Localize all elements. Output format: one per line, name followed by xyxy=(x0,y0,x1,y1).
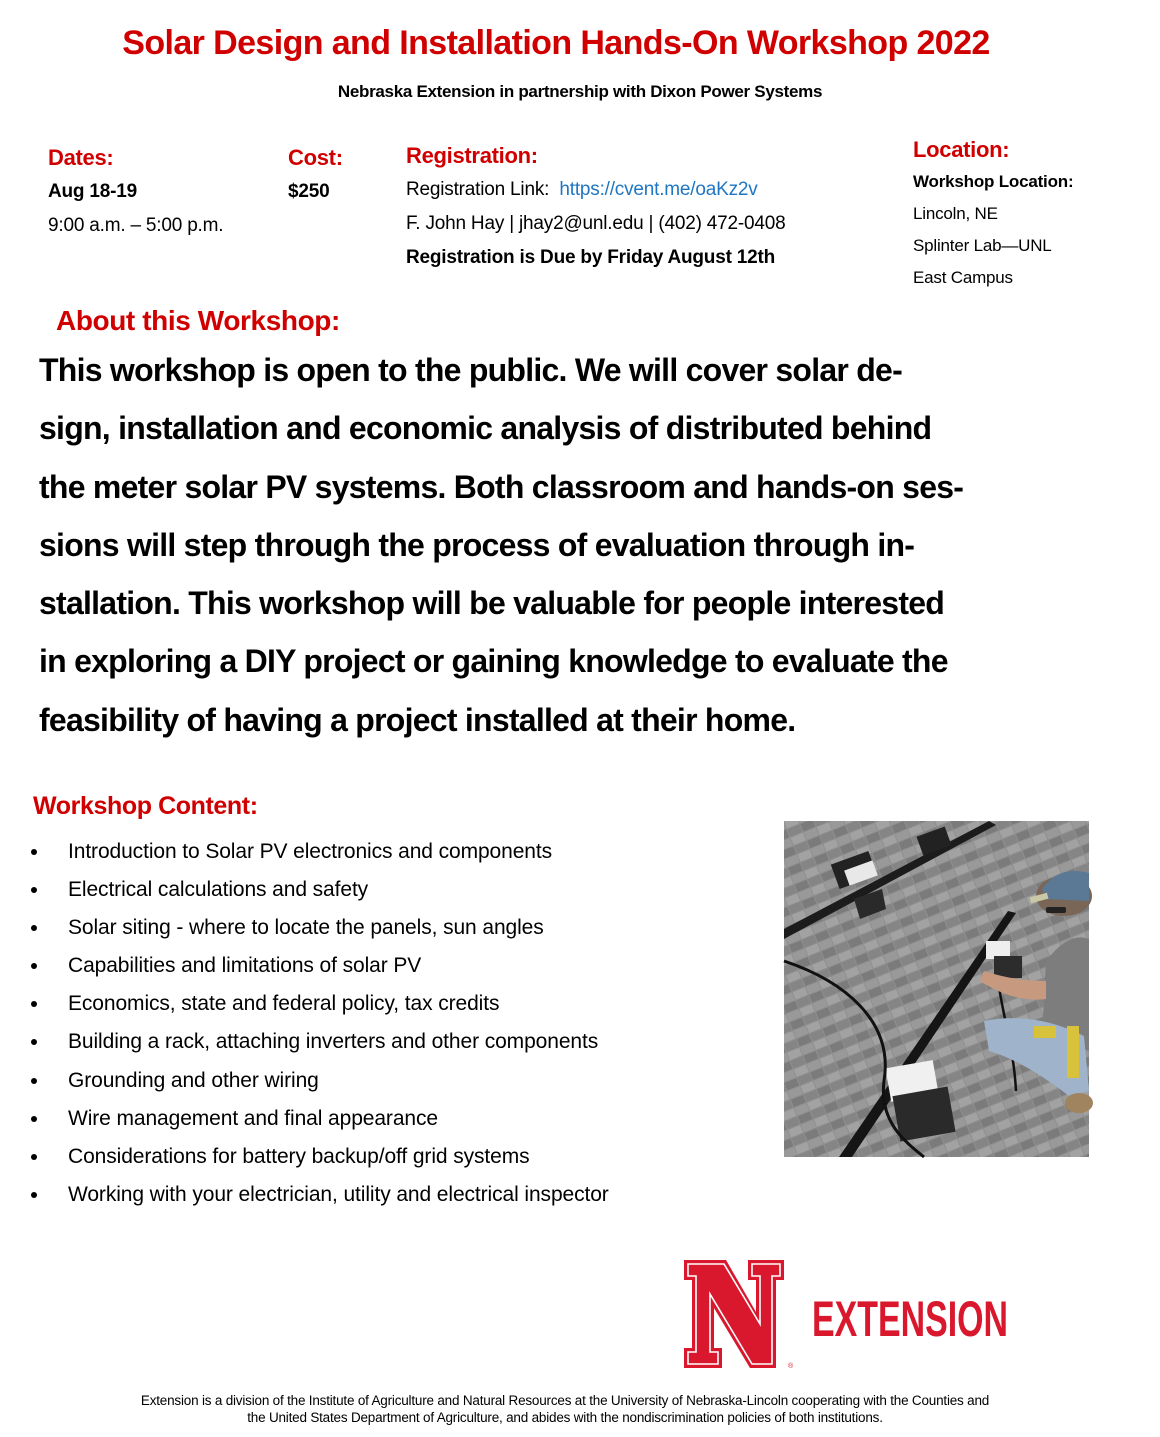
list-item xyxy=(0,985,609,1023)
bullet-icon xyxy=(31,849,37,855)
registered-mark: ® xyxy=(788,1363,794,1370)
footer-line: Extension is a division of the Institute of Agriculture and Natural Resources at the University of Nebraska-Lincoln cooperating with the Counties and xyxy=(140,1393,990,1408)
cost-section xyxy=(288,143,343,209)
registration-section xyxy=(406,141,786,275)
page-subtitle: Nebraska Extension in partnership with Dixon Power Systems xyxy=(337,82,823,101)
dates-days: Aug 18-19 xyxy=(48,181,138,202)
bullet-icon xyxy=(31,963,37,969)
about-line: sions will step through the process of evaluation through in- xyxy=(39,526,915,563)
list-item-text: Capabilities and limitations of solar PV xyxy=(68,954,422,978)
list-item xyxy=(0,871,609,909)
bullet-icon xyxy=(31,925,37,931)
bullet-icon xyxy=(31,1039,37,1045)
about-line: feasibility of having a project installed at their home. xyxy=(39,701,796,738)
location-label: Location: xyxy=(913,137,1010,162)
list-item xyxy=(0,1176,609,1214)
list-item xyxy=(0,947,609,985)
location-sub-label: Workshop Location: xyxy=(913,172,1074,191)
registration-link-row xyxy=(406,173,786,207)
footer-line: the United States Department of Agriculture, and abides with the nondiscrimination policies of both institutions. xyxy=(247,1410,883,1425)
list-item-text: Introduction to Solar PV electronics and components xyxy=(68,840,553,863)
list-item xyxy=(0,1023,609,1061)
about-line: sign, installation and economic analysis of distributed behind xyxy=(39,410,932,447)
about-heading: About this Workshop: xyxy=(56,305,340,336)
logo-wordmark: EXTENSION xyxy=(812,1291,1008,1347)
list-item-text: Grounding and other wiring xyxy=(68,1068,319,1092)
bullet-icon xyxy=(31,1001,37,1007)
registration-label: Registration: xyxy=(406,143,538,168)
list-item-text: Electrical calculations and safety xyxy=(68,878,369,902)
dates-hours: 9:00 a.m. – 5:00 p.m. xyxy=(48,215,224,236)
about-paragraph xyxy=(39,341,1109,749)
roof-installation-photo xyxy=(784,821,1089,1157)
bullet-icon xyxy=(31,1192,37,1198)
location-line: Lincoln, NE xyxy=(913,204,998,223)
location-section xyxy=(913,134,1073,294)
page-title: Solar Design and Installation Hands-On Workshop 2022 xyxy=(122,24,990,62)
nebraska-extension-logo xyxy=(684,1260,1014,1370)
registration-due: Registration is Due by Friday August 12th xyxy=(406,247,776,268)
bullet-icon xyxy=(31,1078,37,1084)
list-item xyxy=(0,833,609,871)
content-list xyxy=(0,833,609,1214)
cost-amount: $250 xyxy=(288,181,330,202)
nebraska-n-icon xyxy=(684,1260,784,1368)
footer-disclaimer xyxy=(0,1392,1130,1426)
list-item-text: Solar siting - where to locate the panels, sun angles xyxy=(68,916,544,940)
list-item-text: Building a rack, attaching inverters and other components xyxy=(68,1030,599,1054)
about-line: the meter solar PV systems. Both classroom and hands-on ses- xyxy=(39,468,964,505)
location-line: East Campus xyxy=(913,268,1013,287)
list-item-text: Economics, state and federal policy, tax credits xyxy=(68,992,500,1016)
list-item-text: Considerations for battery backup/off grid systems xyxy=(68,1144,530,1168)
registration-link[interactable]: https://cvent.me/oaKz2v xyxy=(559,179,758,200)
about-line: stallation. This workshop will be valuable for people interested xyxy=(39,585,945,622)
bullet-icon xyxy=(31,1116,37,1122)
location-line: Splinter Lab—UNL xyxy=(913,236,1052,255)
list-item xyxy=(0,1062,609,1100)
bullet-icon xyxy=(31,887,37,893)
about-line: in exploring a DIY project or gaining knowledge to evaluate the xyxy=(39,643,948,680)
list-item xyxy=(0,1138,609,1176)
list-item-text: Working with your electrician, utility and electrical inspector xyxy=(68,1182,609,1206)
list-item xyxy=(0,1100,609,1138)
list-item-text: Wire management and final appearance xyxy=(68,1106,438,1130)
registration-contact: F. John Hay | jhay2@unl.edu | (402) 472-0408 xyxy=(406,213,786,234)
list-item xyxy=(0,909,609,947)
registration-link-label: Registration Link: xyxy=(406,179,550,200)
cost-label: Cost: xyxy=(288,145,343,170)
content-heading: Workshop Content: xyxy=(33,792,258,820)
bullet-icon xyxy=(31,1154,37,1160)
dates-label: Dates: xyxy=(48,145,114,170)
about-line: This workshop is open to the public. We will cover solar de- xyxy=(39,352,902,388)
dates-section xyxy=(48,143,223,243)
